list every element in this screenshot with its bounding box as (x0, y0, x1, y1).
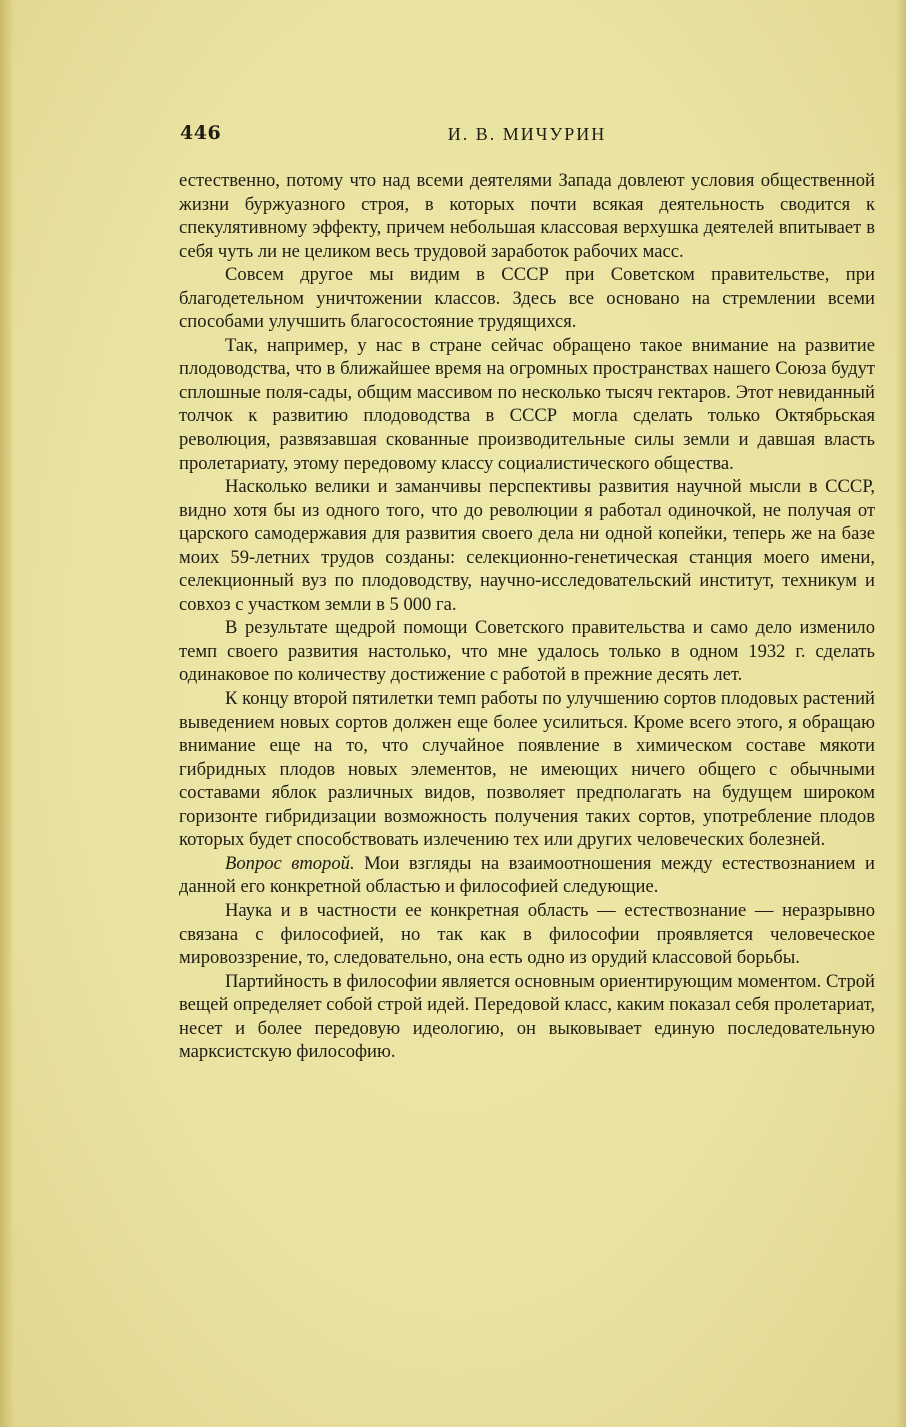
paragraph-3 (179, 334, 875, 475)
running-head: И. В. МИЧУРИН (447, 124, 607, 144)
paragraph-7 (179, 852, 875, 899)
page-number: 446 (180, 122, 222, 144)
paragraph-3-text: Так, например, у нас в стране сейчас обращено такое внимание на развитие плодоводства, что в ближайшее время на огромных пространствах нашего Союза будут сплошные поля-сады, общим массивом по несколько тысяч гектаров. Этот невиданный толчок к развитию плодоводства в СССР могла сделать только Октябрьская революция, развязавшая скованные производительные силы земли и давшая власть пролетариату, этому передовому классу социалистического общества. (179, 334, 875, 474)
paragraph-2-text: Совсем другое мы видим в СССР при Советском правительстве, при благодетельном уничтожении классов. Здесь все основано на стремлении всеми способами улучшить благосостояние трудящихся. (179, 264, 875, 333)
paragraph-6 (179, 687, 875, 852)
paragraph-9 (179, 970, 875, 1064)
paragraph-5-text: В результате щедрой помощи Советского правительства и само дело изменило темп своего развития настолько, что мне удалось только в одном 1932 г. сделать одинаковое по количеству достижение с работой в прежние десять лет. (179, 617, 875, 686)
paragraph-7-lead: Вопрос второй. (225, 852, 355, 874)
paragraph-1 (179, 169, 875, 263)
paragraph-2 (179, 263, 875, 334)
page-edge-shadow-right (896, 0, 906, 1427)
body-text (179, 169, 875, 1064)
paragraph-1-text: естественно, потому что над всеми деятелями Запада довлеют условия общественной жизни буржуазного строя, в которых почти всякая деятельность сводится к спекулятивному эффекту, причем небольшая классовая верхушка деятелей впитывает в себя чуть ли не целиком весь трудовой заработок рабочих масс. (179, 170, 875, 262)
page-edge-shadow-left (0, 0, 14, 1427)
paragraph-7-text: Мои взгляды на взаимоотношения между естествознанием и данной его конкретной областью и философией следующие. (179, 852, 875, 898)
paragraph-8 (179, 899, 875, 970)
page-header (180, 122, 874, 146)
paragraph-4-text: Насколько велики и заманчивы перспективы развития научной мысли в СССР, видно хотя бы из одного того, что до революции я работал одиночкой, не получая от царского самодержавия для развития своего дела ни одной копейки, теперь же на базе моих 59-летних трудов созданы: селекционно-генетическая станция моего имени, селекционный вуз по плодоводству, научно-исследовательский институт, техникум и совхоз с участком земли в 5 000 га. (179, 476, 875, 615)
paragraph-8-text: Наука и в частности ее конкретная область — естествознание — неразрывно связана с философией, но так как в философии проявляется человеческое мировоззрение, то, следовательно, она есть одно из орудий классовой борьбы. (179, 899, 875, 969)
paragraph-9-text: Партийность в философии является основным ориентирующим моментом. Строй вещей определяет собой строй идей. Передовой класс, каким показал себя пролетариат, несет и более передовую идеологию, он выковывает единую последовательную марксистскую философию. (179, 970, 875, 1063)
paragraph-5 (179, 616, 875, 687)
paragraph-4 (179, 475, 875, 616)
paragraph-6-text: К концу второй пятилетки темп работы по улучшению сортов плодовых растений выведением новых сортов должен еще более усилиться. Кроме всего этого, я обращаю внимание еще на то, что случайное появление в химическом составе мякоти гибридных плодов новых элементов, не имеющих ничего общего с обычными составами яблок различных видов, позволяет предполагать на будущем широком горизонте гибридизации возможность получения таких сортов, употребление плодов которых будет способствовать излечению тех или других человеческих болезней. (179, 688, 875, 851)
